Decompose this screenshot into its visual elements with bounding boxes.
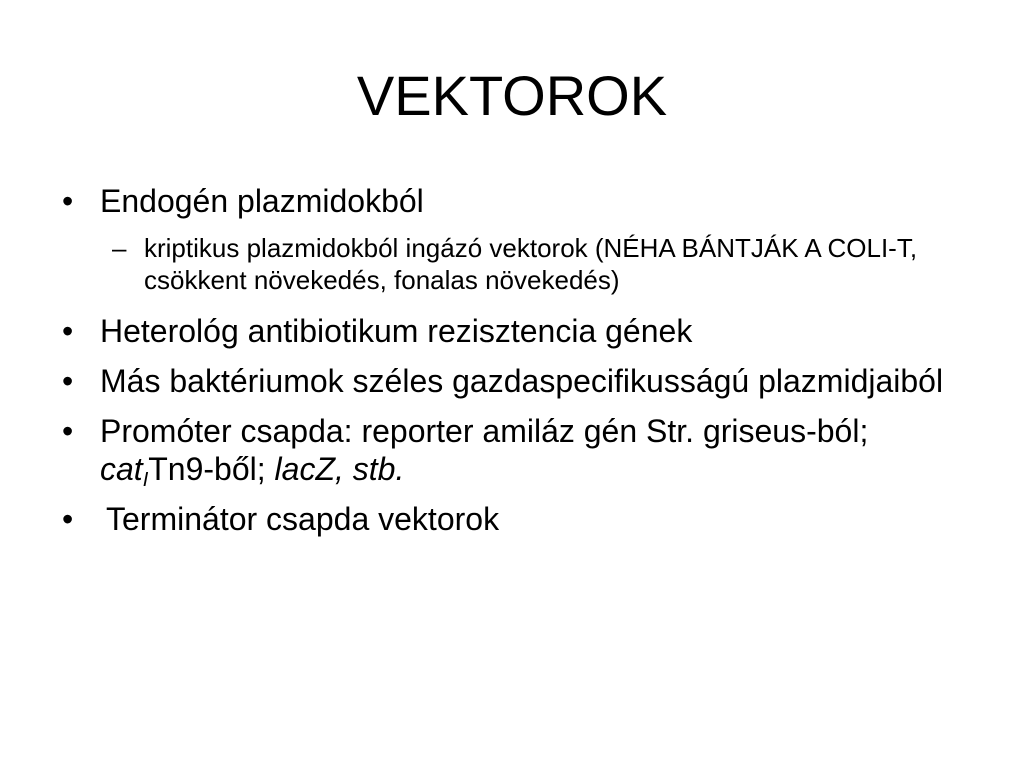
bullet-text: Más baktériumok széles gazdaspecifikusságú plazmidjaiból bbox=[100, 363, 944, 399]
bullet-item-promoter-csapda bbox=[62, 412, 962, 491]
bullet-item-endogen bbox=[62, 182, 962, 220]
bullet-text: Endogén plazmidokból bbox=[100, 183, 424, 219]
bullet-dot-icon: • bbox=[62, 413, 74, 449]
sub-bullet-item-kriptikus bbox=[112, 232, 962, 296]
gene-name-cat: cat bbox=[100, 451, 143, 487]
bullet-dot-icon: • bbox=[62, 183, 74, 219]
bullet-text: Heterológ antibiotikum rezisztencia gének bbox=[100, 313, 693, 349]
bullet-text-part: Tn9-ből; bbox=[148, 451, 275, 487]
dash-icon: – bbox=[112, 233, 127, 263]
slide-title: VEKTOROK bbox=[356, 64, 668, 127]
bullet-list bbox=[62, 182, 962, 550]
bullet-item-heterolog bbox=[62, 312, 962, 350]
bullet-item-mas-bakteriumok bbox=[62, 362, 962, 400]
gene-name-lacz: lacZ, stb. bbox=[274, 451, 405, 487]
gene-subscript: I bbox=[142, 469, 149, 491]
bullet-text: Terminátor csapda vektorok bbox=[106, 501, 500, 537]
bullet-dot-icon: • bbox=[62, 363, 74, 399]
bullet-dot-icon: • bbox=[62, 501, 74, 537]
bullet-dot-icon: • bbox=[62, 313, 74, 349]
bullet-text-part: Promóter csapda: reporter amiláz gén Str. griseus-ból; bbox=[100, 413, 869, 449]
bullet-item-terminator-csapda bbox=[62, 500, 962, 538]
sub-bullet-text: kriptikus plazmidokból ingázó vektorok (NÉHA BÁNTJÁK A COLI-T, csökkent növekedés, fonalas növekedés) bbox=[144, 233, 918, 295]
